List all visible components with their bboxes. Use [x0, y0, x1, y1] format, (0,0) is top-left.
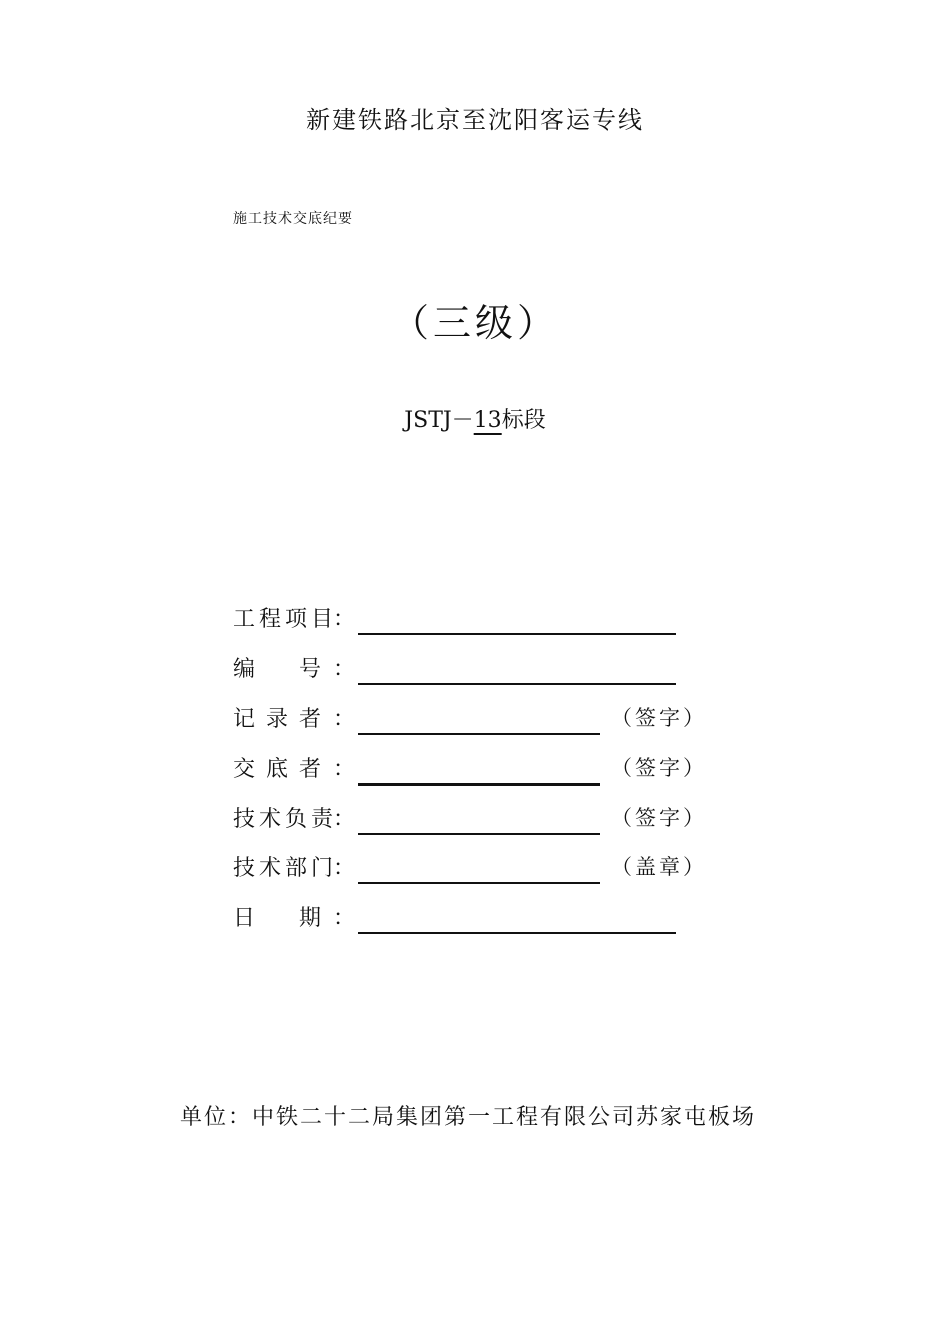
briefer-label-char: 底: [265, 757, 288, 782]
briefer-label-char: 交: [233, 757, 256, 782]
section-suffix: 标段: [501, 408, 546, 433]
form-row-project: [233, 602, 713, 642]
recorder-signature-note: （签字）: [611, 706, 707, 730]
date-colon: ：: [333, 906, 356, 931]
form-row-briefer: [233, 752, 713, 792]
number-field-line[interactable]: [358, 683, 676, 685]
recorder-field-line[interactable]: [358, 733, 600, 735]
date-label: [233, 901, 321, 932]
recorder-label-char: 者: [298, 707, 321, 732]
project-colon: ：: [333, 607, 356, 632]
project-field-line[interactable]: [358, 633, 676, 635]
organization-unit: 单位：中铁二十二局集团第一工程有限公司苏家屯板场: [179, 1105, 756, 1130]
project-label: 工程项目: [233, 607, 338, 632]
date-field-line[interactable]: [358, 932, 676, 934]
briefer-label: [233, 752, 321, 783]
number-label-char: 编: [233, 657, 256, 682]
form-row-number: [233, 652, 713, 692]
form-row-tech-dept: [233, 851, 713, 891]
section-number: 13: [473, 408, 502, 433]
document-type: 施工技术交底纪要: [233, 211, 353, 227]
date-label-char: 日: [233, 906, 256, 931]
form-row-recorder: [233, 702, 713, 742]
recorder-label-char: 记: [233, 707, 256, 732]
tech-lead-field-line[interactable]: [358, 833, 600, 835]
number-colon: ：: [333, 657, 356, 682]
tech-lead-label: 技术负责: [233, 807, 338, 832]
tech-lead-signature-note: （签字）: [611, 806, 707, 830]
project-title: 新建铁路北京至沈阳客运专线: [306, 106, 644, 134]
briefer-signature-note: （签字）: [611, 756, 707, 780]
briefer-field-line[interactable]: [358, 783, 600, 786]
recorder-label: [233, 702, 321, 733]
section-label: [0, 403, 950, 434]
briefer-label-char: 者: [298, 757, 321, 782]
tech-dept-label: 技术部门: [233, 856, 338, 881]
recorder-label-char: 录: [265, 707, 288, 732]
tech-lead-colon: ：: [333, 807, 356, 832]
form-row-date: [233, 901, 713, 941]
tech-dept-field-line[interactable]: [358, 882, 600, 884]
tech-dept-colon: ：: [333, 856, 356, 881]
date-label-char: 期: [298, 906, 321, 931]
briefer-colon: ：: [333, 757, 356, 782]
number-label: [233, 652, 321, 683]
tech-dept-seal-note: （盖章）: [611, 855, 707, 879]
number-label-char: 号: [298, 657, 321, 682]
section-prefix: JSTJ－: [404, 408, 474, 433]
recorder-colon: ：: [333, 707, 356, 732]
form-row-tech-lead: [233, 802, 713, 842]
disclosure-level: （三级）: [390, 301, 559, 345]
